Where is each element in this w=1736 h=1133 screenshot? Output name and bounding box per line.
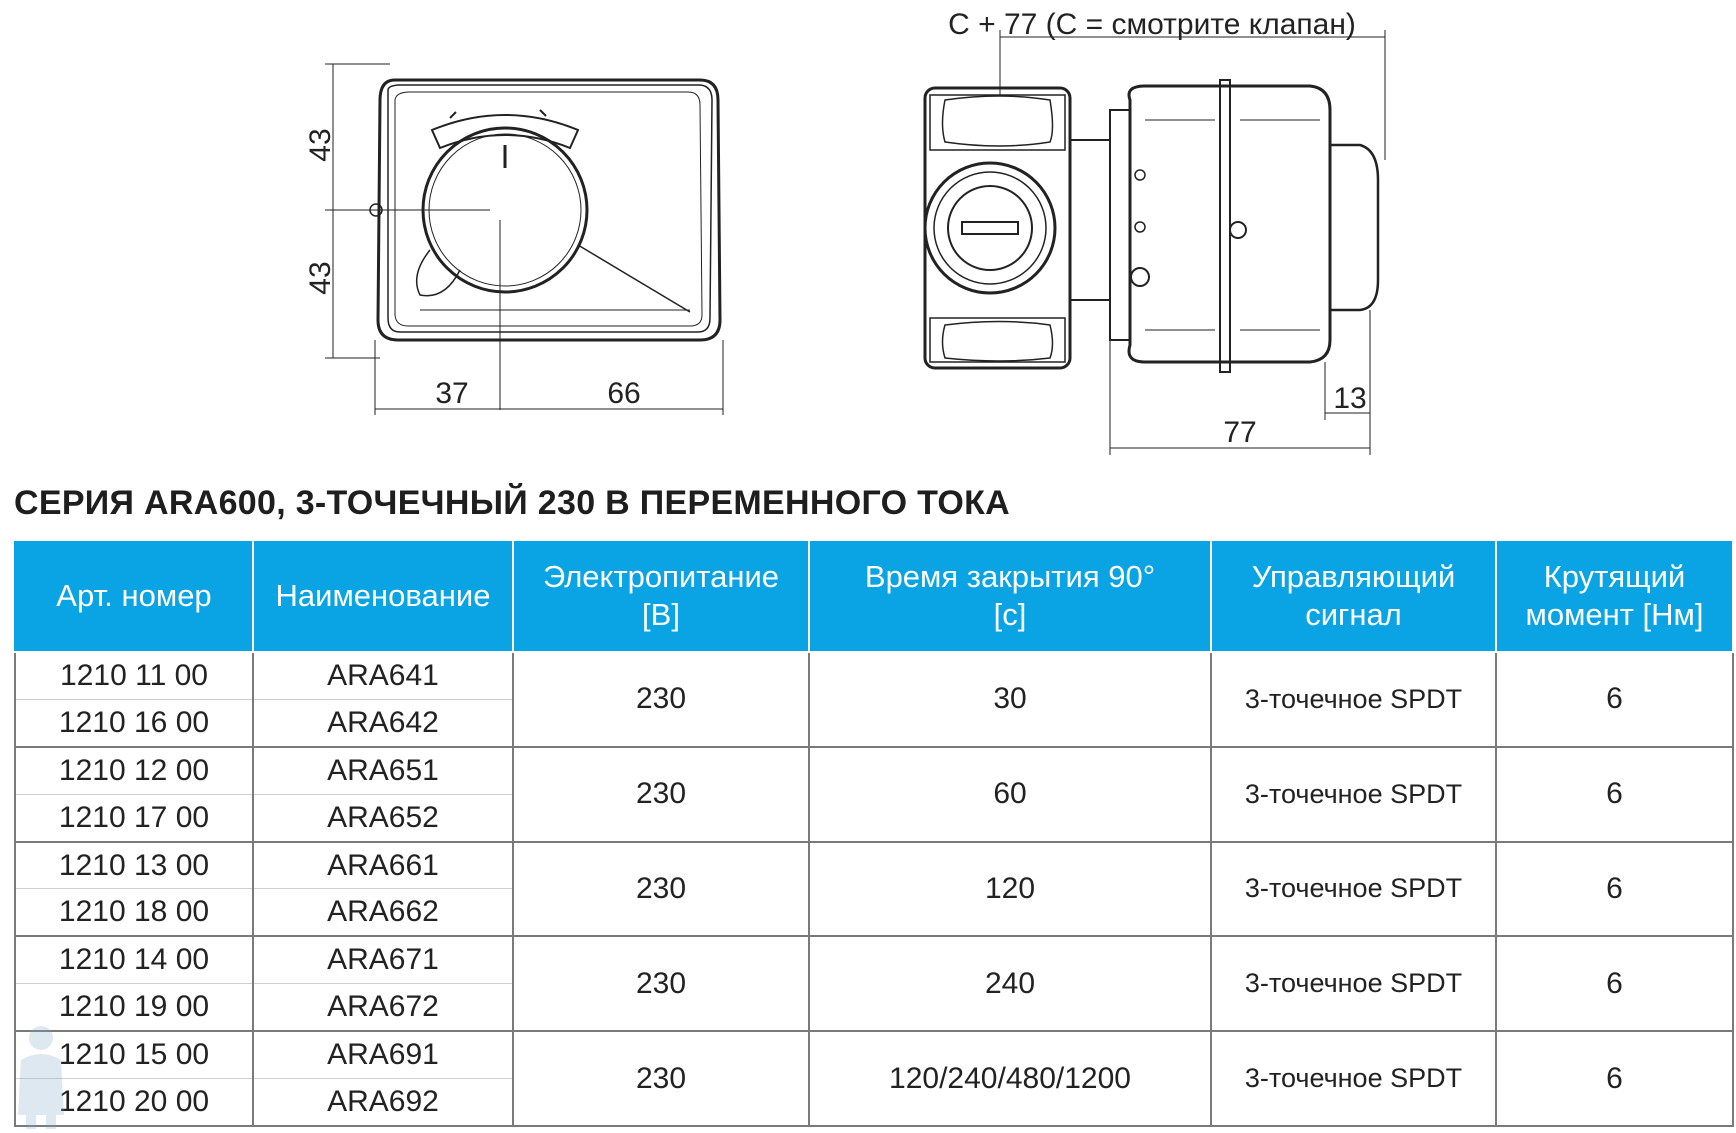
- name-cell: ARA691: [253, 1031, 513, 1078]
- table-header-row: [15, 540, 1733, 652]
- mascot-watermark-icon: [6, 1020, 76, 1130]
- name-cell: ARA651: [253, 747, 513, 794]
- article-cell: 1210 17 00: [15, 794, 253, 841]
- article-cell: 1210 11 00: [15, 652, 253, 699]
- series-title: СЕРИЯ ARA600, 3-ТОЧЕЧНЫЙ 230 В ПЕРЕМЕННОГО ТОКА: [14, 484, 1010, 522]
- torque-cell: 6: [1496, 747, 1733, 842]
- signal-cell: 3-точечное SPDT: [1211, 747, 1496, 842]
- name-cell: ARA642: [253, 699, 513, 746]
- article-cell: 1210 12 00: [15, 747, 253, 794]
- drawings-svg: [0, 0, 1736, 470]
- header-torque: Крутящий момент [Нм]: [1496, 540, 1733, 652]
- torque-cell: 6: [1496, 1031, 1733, 1126]
- article-cell: 1210 18 00: [15, 889, 253, 936]
- technical-drawings: [0, 0, 1736, 470]
- name-cell: ARA662: [253, 889, 513, 936]
- time-cell: 60: [809, 747, 1211, 842]
- table-row: [15, 936, 1733, 983]
- valve-note: C + 77 (C = смотрите клапан): [948, 8, 1356, 41]
- table-row: [15, 652, 1733, 699]
- header-power: Электропитание [В]: [513, 540, 809, 652]
- torque-cell: 6: [1496, 936, 1733, 1031]
- article-cell: 1210 20 00: [15, 1079, 253, 1126]
- signal-cell: 3-точечное SPDT: [1211, 936, 1496, 1031]
- header-control-signal: Управляющий сигнал: [1211, 540, 1496, 652]
- signal-cell: 3-точечное SPDT: [1211, 842, 1496, 937]
- time-cell: 120: [809, 842, 1211, 937]
- dim-side-width: 77: [1223, 416, 1257, 449]
- table-row: [15, 842, 1733, 889]
- name-cell: ARA661: [253, 842, 513, 889]
- article-cell: 1210 19 00: [15, 984, 253, 1031]
- spec-table: [14, 539, 1734, 1127]
- name-cell: ARA652: [253, 794, 513, 841]
- dim-top-half: 43: [304, 128, 337, 162]
- article-cell: 1210 16 00: [15, 699, 253, 746]
- dim-knob-depth: 13: [1333, 382, 1367, 415]
- header-name: Наименование: [253, 540, 513, 652]
- torque-cell: 6: [1496, 652, 1733, 747]
- time-cell: 240: [809, 936, 1211, 1031]
- power-cell: 230: [513, 747, 809, 842]
- name-cell: ARA641: [253, 652, 513, 699]
- signal-cell: 3-точечное SPDT: [1211, 1031, 1496, 1126]
- header-closing-time: Время закрытия 90° [с]: [809, 540, 1211, 652]
- dim-left-width: 37: [435, 377, 469, 410]
- front-view-drawing: [325, 64, 723, 415]
- table-row: [15, 1031, 1733, 1078]
- dim-right-width: 66: [607, 377, 641, 410]
- name-cell: ARA671: [253, 936, 513, 983]
- name-cell: ARA692: [253, 1079, 513, 1126]
- time-cell: 120/240/480/1200: [809, 1031, 1211, 1126]
- table-row: [15, 747, 1733, 794]
- header-article: Арт. номер: [15, 540, 253, 652]
- dim-bottom-half: 43: [304, 261, 337, 295]
- torque-cell: 6: [1496, 842, 1733, 937]
- signal-cell: 3-точечное SPDT: [1211, 652, 1496, 747]
- time-cell: 30: [809, 652, 1211, 747]
- name-cell: ARA672: [253, 984, 513, 1031]
- article-cell: 1210 15 00: [15, 1031, 253, 1078]
- side-view-drawing: [925, 30, 1385, 455]
- power-cell: 230: [513, 842, 809, 937]
- power-cell: 230: [513, 652, 809, 747]
- dimension-labels: [304, 8, 1367, 449]
- power-cell: 230: [513, 1031, 809, 1126]
- article-cell: 1210 14 00: [15, 936, 253, 983]
- article-cell: 1210 13 00: [15, 842, 253, 889]
- power-cell: 230: [513, 936, 809, 1031]
